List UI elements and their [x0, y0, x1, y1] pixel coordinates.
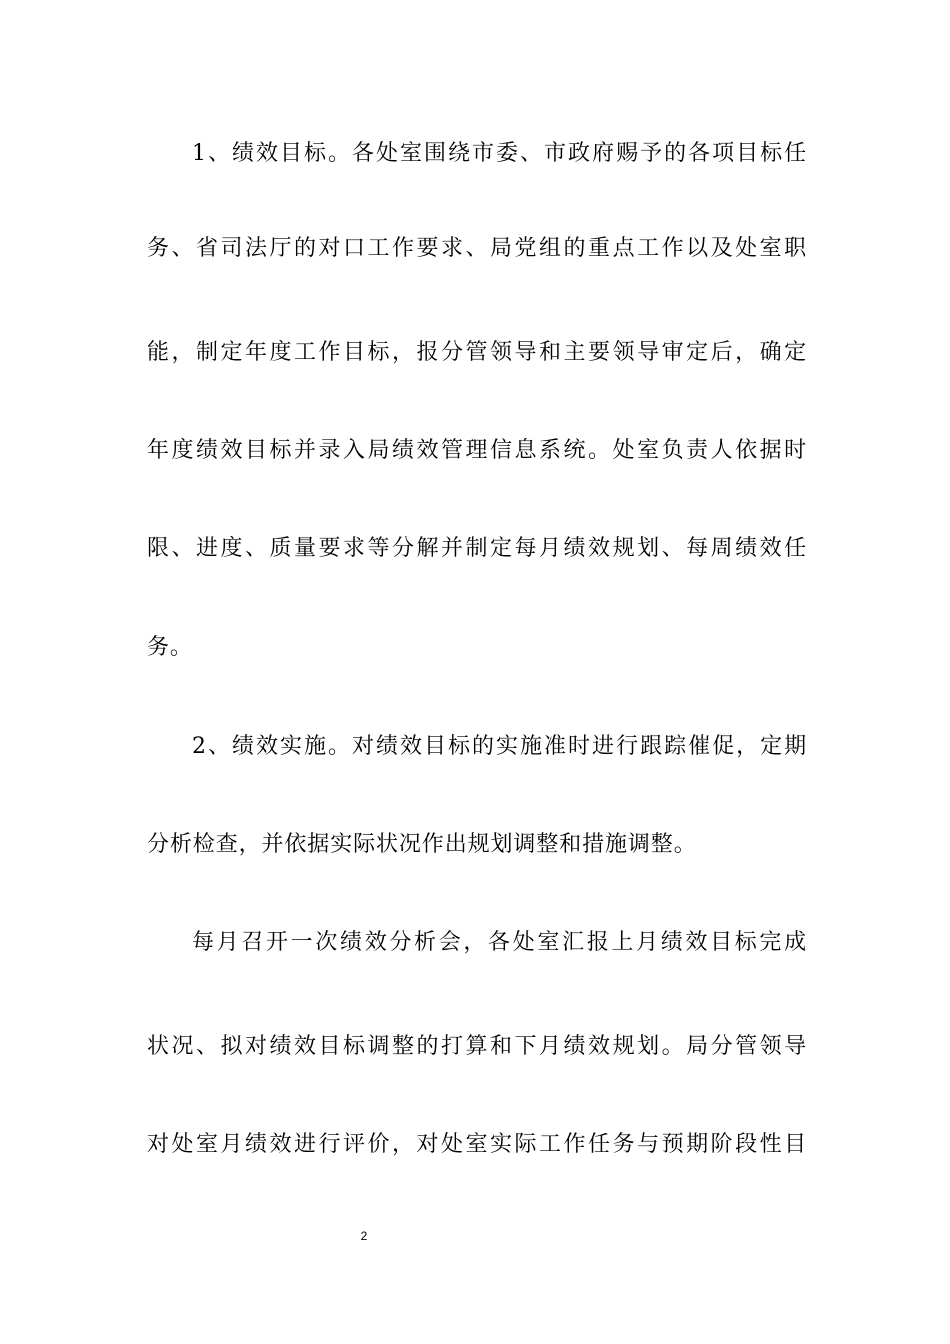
paragraph-1-line-3: 能，制定年度工作目标，报分管领导和主要领导审定后，确定	[147, 340, 807, 365]
paragraph-1-line-6: 务。	[147, 635, 193, 660]
page-number: 2	[360, 1229, 368, 1243]
paragraph-2-line-2: 分析检查，并依据实际状况作出规划调整和措施调整。	[147, 832, 697, 857]
paragraph-2-line-1: 2、绩效实施。对绩效目标的实施准时进行跟踪催促，定期	[192, 734, 807, 759]
paragraph-3-line-2: 状况、拟对绩效目标调整的打算和下月绩效规划。局分管领导	[147, 1034, 807, 1059]
paragraph-1-line-1: 1、绩效目标。各处室围绕市委、市政府赐予的各项目标任	[192, 141, 807, 166]
paragraph-1-line-5: 限、进度、质量要求等分解并制定每月绩效规划、每周绩效任	[147, 536, 807, 561]
paragraph-1-line-2: 务、省司法厅的对口工作要求、局党组的重点工作以及处室职	[147, 236, 807, 261]
paragraph-3-line-3: 对处室月绩效进行评价，对处室实际工作任务与预期阶段性目	[147, 1132, 807, 1157]
paragraph-3-line-1: 每月召开一次绩效分析会，各处室汇报上月绩效目标完成	[192, 930, 807, 955]
paragraph-1-line-4: 年度绩效目标并录入局绩效管理信息系统。处室负责人依据时	[147, 438, 807, 463]
